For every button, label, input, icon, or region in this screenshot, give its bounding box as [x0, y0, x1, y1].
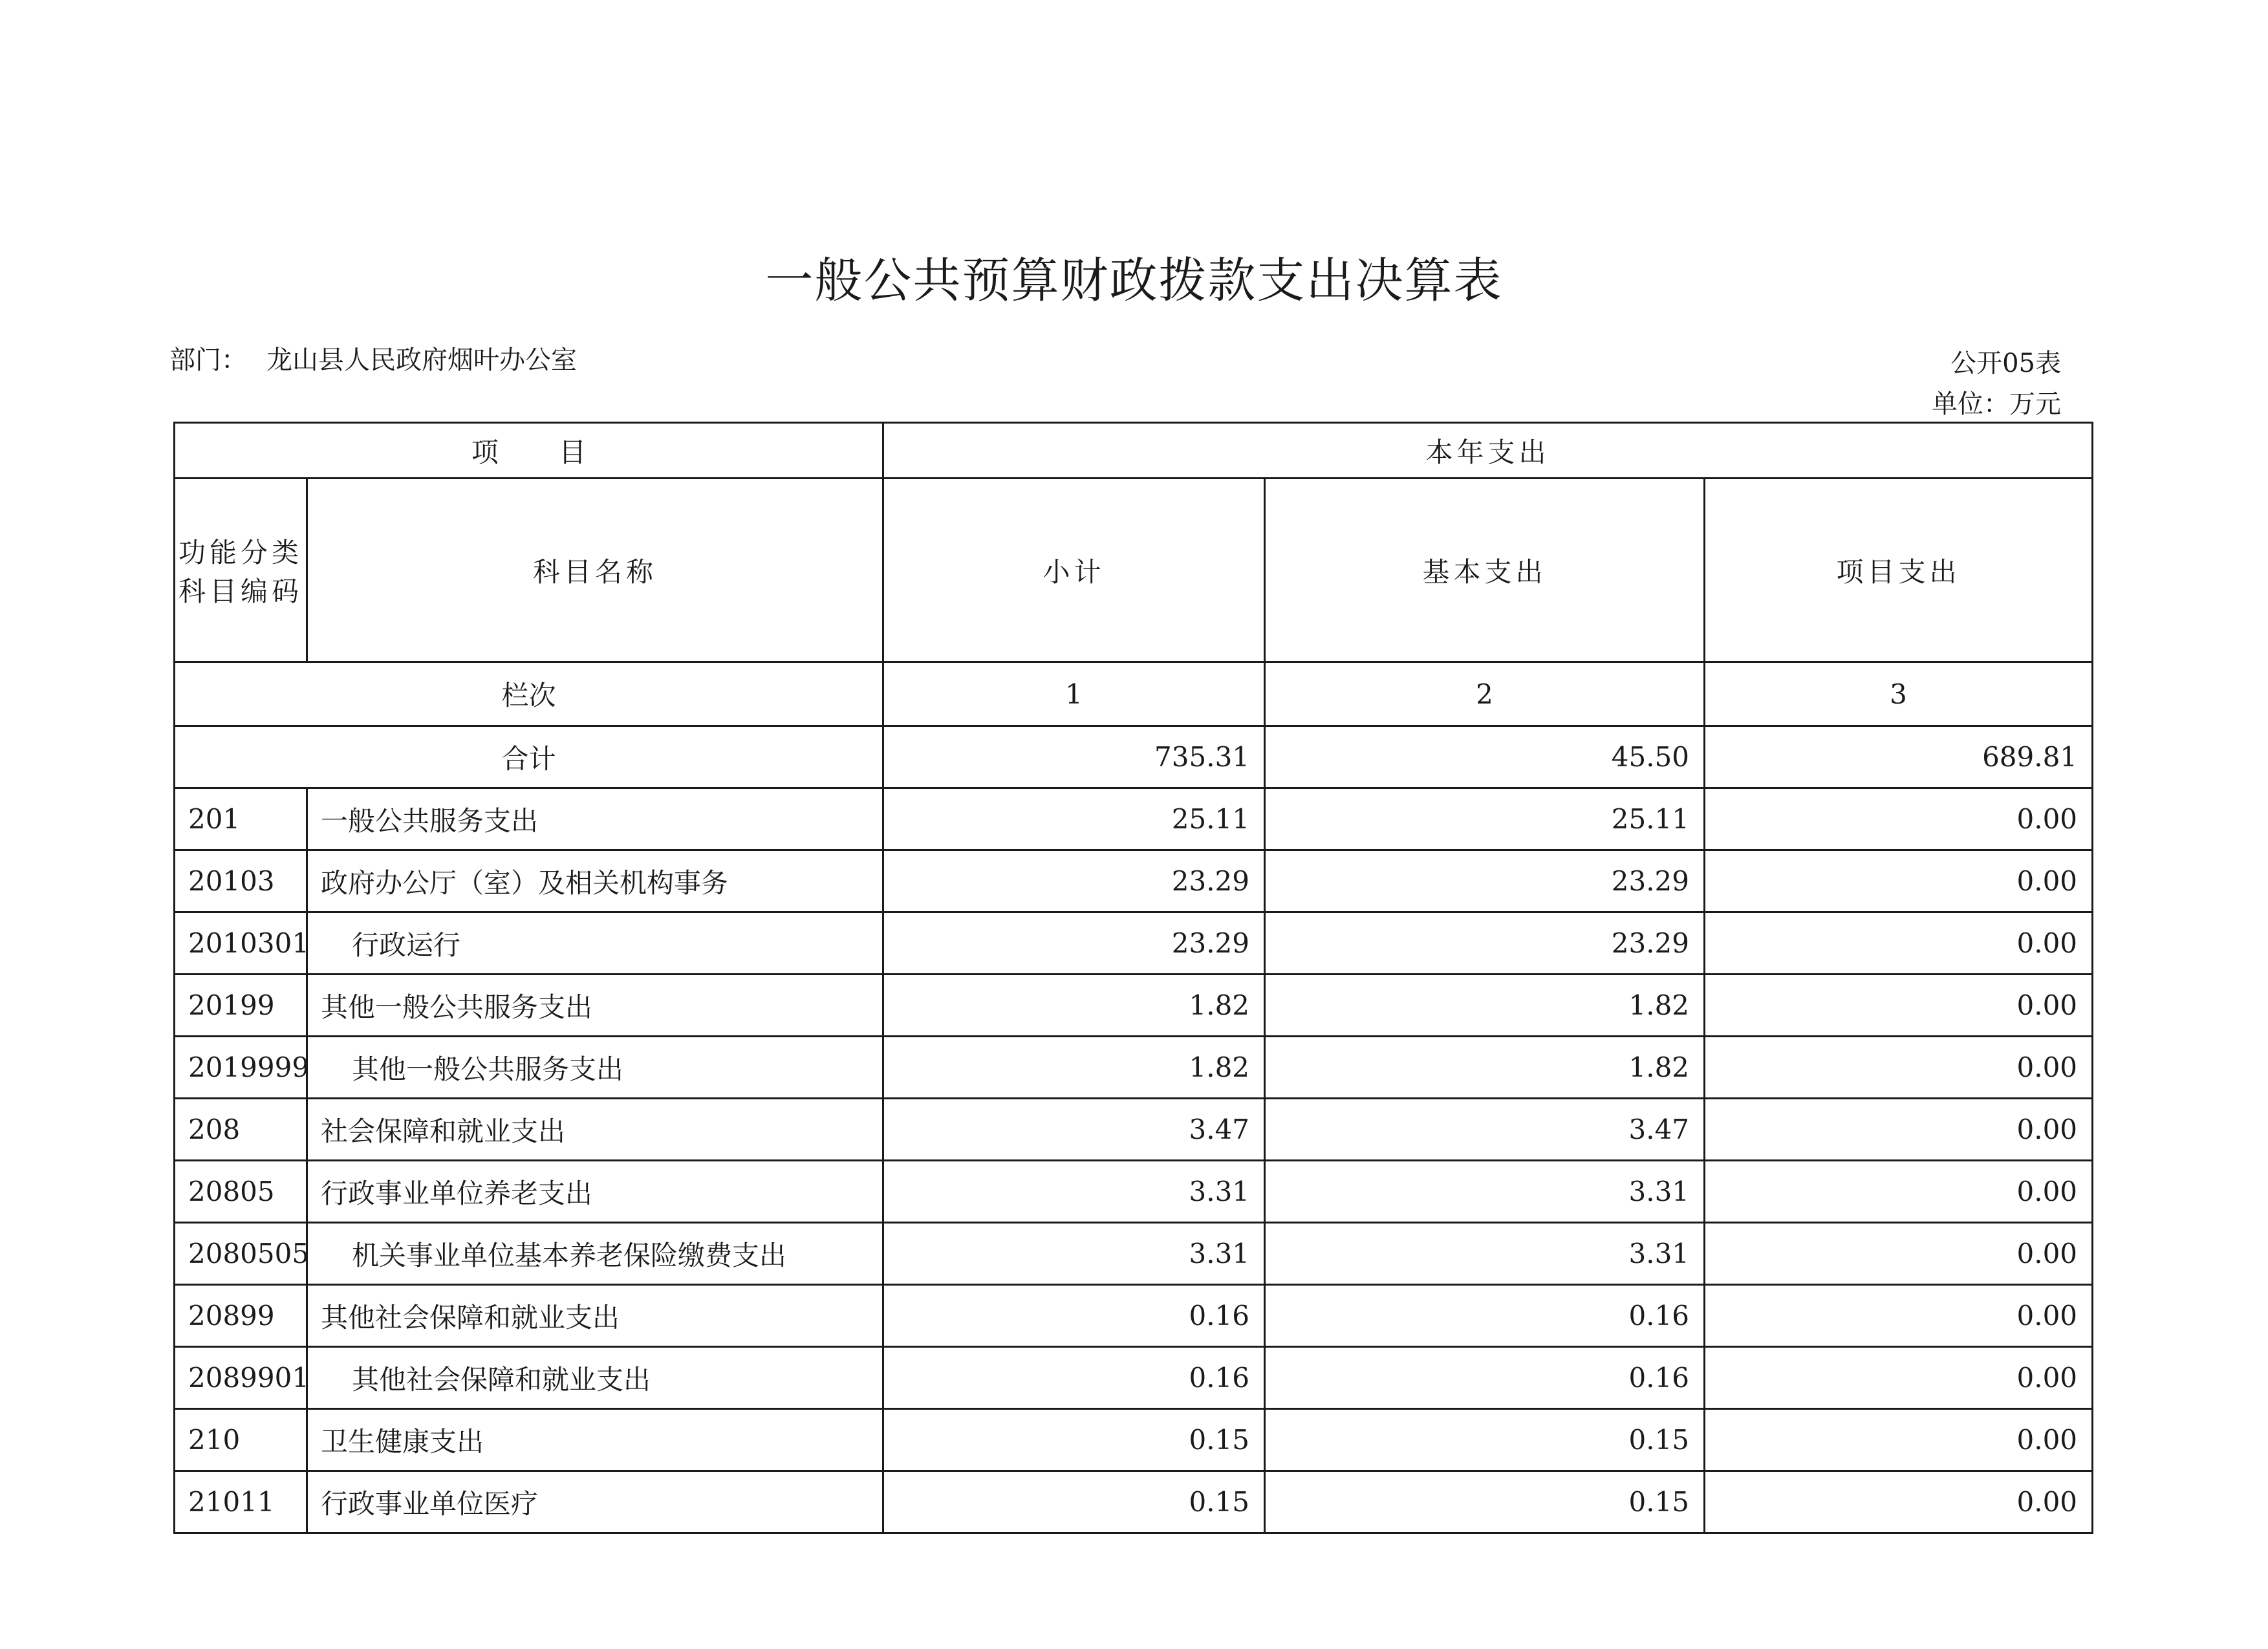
- row-code: 208: [175, 1099, 307, 1161]
- header-subtotal: 小计: [883, 479, 1265, 662]
- row-basic: 0.15: [1265, 1409, 1705, 1471]
- row-code: 20199: [175, 975, 307, 1037]
- header-name: 科目名称: [307, 479, 883, 662]
- row-name: 其他一般公共服务支出: [307, 975, 883, 1037]
- page-title: 一般公共预算财政拨款支出决算表: [765, 253, 1503, 308]
- row-subtotal: 0.16: [883, 1285, 1265, 1347]
- table-row: [175, 1409, 2093, 1471]
- column-no-2: 2: [1265, 662, 1705, 726]
- row-code: 20899: [175, 1285, 307, 1347]
- table-row: [175, 850, 2093, 912]
- row-code: 2080505: [175, 1223, 307, 1285]
- row-subtotal: 0.15: [883, 1409, 1265, 1471]
- header-this-year: 本年支出: [883, 423, 2093, 479]
- row-basic: 0.16: [1265, 1285, 1705, 1347]
- total-subtotal: 735.31: [883, 726, 1265, 788]
- row-project: 0.00: [1705, 912, 2093, 975]
- table-row: [175, 1471, 2093, 1533]
- row-subtotal: 3.47: [883, 1099, 1265, 1161]
- row-subtotal: 1.82: [883, 1037, 1265, 1099]
- row-code: 2010301: [175, 912, 307, 975]
- row-project: 0.00: [1705, 975, 2093, 1037]
- table-row: [175, 912, 2093, 975]
- row-project: 0.00: [1705, 1347, 2093, 1409]
- row-code: 201: [175, 788, 307, 850]
- header-code: 功能分类科目编码: [175, 479, 307, 662]
- row-subtotal: 3.31: [883, 1161, 1265, 1223]
- table-row: [175, 1099, 2093, 1161]
- row-project: 0.00: [1705, 1037, 2093, 1099]
- row-basic: 1.82: [1265, 975, 1705, 1037]
- row-basic: 25.11: [1265, 788, 1705, 850]
- row-name: 行政事业单位养老支出: [307, 1161, 883, 1223]
- row-basic: 0.15: [1265, 1471, 1705, 1533]
- row-code: 2089901: [175, 1347, 307, 1409]
- table-row: [175, 1037, 2093, 1099]
- header-basic: 基本支出: [1265, 479, 1705, 662]
- row-project: 0.00: [1705, 1223, 2093, 1285]
- table-row: [175, 1161, 2093, 1223]
- total-basic: 45.50: [1265, 726, 1705, 788]
- row-name: 其他社会保障和就业支出: [307, 1347, 883, 1409]
- row-code: 210: [175, 1409, 307, 1471]
- row-code: 20103: [175, 850, 307, 912]
- total-project: 689.81: [1705, 726, 2093, 788]
- table-row: [175, 1223, 2093, 1285]
- expenditure-table: [173, 422, 2093, 1534]
- row-basic: 0.16: [1265, 1347, 1705, 1409]
- unit-label: 单位：万元: [1932, 389, 2061, 419]
- row-code: 21011: [175, 1471, 307, 1533]
- row-basic: 3.47: [1265, 1099, 1705, 1161]
- row-project: 0.00: [1705, 850, 2093, 912]
- form-number: 公开05表: [1950, 349, 2061, 378]
- row-subtotal: 23.29: [883, 850, 1265, 912]
- department-name: 龙山县人民政府烟叶办公室: [266, 345, 577, 375]
- row-name: 行政事业单位医疗: [307, 1471, 883, 1533]
- row-basic: 23.29: [1265, 850, 1705, 912]
- column-no-1: 1: [883, 662, 1265, 726]
- row-name: 一般公共服务支出: [307, 788, 883, 850]
- table-row: [175, 1347, 2093, 1409]
- header-project-exp: 项目支出: [1705, 479, 2093, 662]
- row-basic: 23.29: [1265, 912, 1705, 975]
- row-project: 0.00: [1705, 1409, 2093, 1471]
- row-basic: 1.82: [1265, 1037, 1705, 1099]
- row-subtotal: 1.82: [883, 975, 1265, 1037]
- row-subtotal: 0.16: [883, 1347, 1265, 1409]
- row-subtotal: 25.11: [883, 788, 1265, 850]
- table-row: [175, 1285, 2093, 1347]
- column-no-3: 3: [1705, 662, 2093, 726]
- header-project: 项 目: [175, 423, 883, 479]
- row-name: 机关事业单位基本养老保险缴费支出: [307, 1223, 883, 1285]
- row-project: 0.00: [1705, 788, 2093, 850]
- total-label: 合计: [175, 726, 883, 788]
- row-basic: 3.31: [1265, 1223, 1705, 1285]
- table-row: [175, 788, 2093, 850]
- department-label: 部门：: [169, 345, 247, 375]
- row-name: 政府办公厅（室）及相关机构事务: [307, 850, 883, 912]
- row-name: 社会保障和就业支出: [307, 1099, 883, 1161]
- row-project: 0.00: [1705, 1285, 2093, 1347]
- row-subtotal: 0.15: [883, 1471, 1265, 1533]
- row-project: 0.00: [1705, 1471, 2093, 1533]
- row-name: 其他社会保障和就业支出: [307, 1285, 883, 1347]
- row-subtotal: 3.31: [883, 1223, 1265, 1285]
- row-code: 20805: [175, 1161, 307, 1223]
- row-project: 0.00: [1705, 1161, 2093, 1223]
- row-name: 其他一般公共服务支出: [307, 1037, 883, 1099]
- department-line: [169, 339, 596, 376]
- row-name: 卫生健康支出: [307, 1409, 883, 1471]
- row-name: 行政运行: [307, 912, 883, 975]
- row-code: 2019999: [175, 1037, 307, 1099]
- column-no-label: 栏次: [175, 662, 883, 726]
- row-basic: 3.31: [1265, 1161, 1705, 1223]
- row-subtotal: 23.29: [883, 912, 1265, 975]
- row-project: 0.00: [1705, 1099, 2093, 1161]
- table-row: [175, 975, 2093, 1037]
